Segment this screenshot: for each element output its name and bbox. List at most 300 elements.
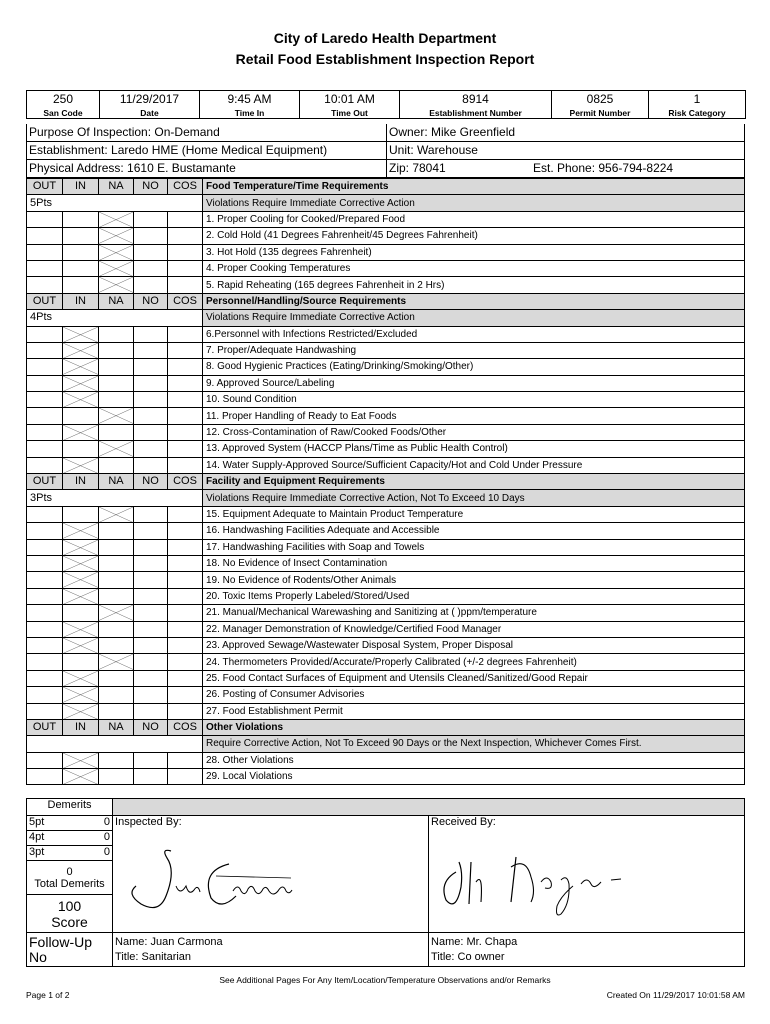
checkbox-na[interactable]	[99, 572, 134, 588]
checkbox-na[interactable]	[99, 457, 134, 473]
section-points: 4Pts	[27, 310, 63, 326]
owner: Owner: Mike Greenfield	[389, 125, 516, 139]
checkbox-no[interactable]	[134, 506, 168, 522]
checkbox-cos[interactable]	[168, 605, 203, 621]
checkbox-na[interactable]	[99, 211, 134, 227]
checkbox-cos[interactable]	[168, 670, 203, 686]
score-label: Score	[51, 913, 88, 930]
violation-item-text: 4. Proper Cooking Temperatures	[203, 260, 745, 276]
follow-up-cell	[27, 933, 113, 967]
created-timestamp: Created On 11/29/2017 10:01:58 AM	[606, 990, 745, 1000]
checkbox-in[interactable]	[63, 752, 99, 768]
column-header-na: NA	[99, 719, 134, 735]
x-mark-icon	[99, 245, 133, 260]
violation-item-text: 18. No Evidence of Insect Contamination	[203, 555, 745, 571]
checkbox-in[interactable]	[63, 539, 99, 555]
checkbox-cos[interactable]	[168, 392, 203, 408]
checkbox-out[interactable]	[27, 637, 63, 653]
checkbox-cos[interactable]	[168, 539, 203, 555]
checkbox-na[interactable]	[99, 506, 134, 522]
violation-item-text: 10. Sound Condition	[203, 392, 745, 408]
checkbox-na[interactable]	[99, 441, 134, 457]
x-mark-icon	[99, 605, 133, 620]
checkbox-no[interactable]	[134, 211, 168, 227]
section-subtitle-row	[27, 195, 745, 211]
inspector-signature	[121, 836, 311, 926]
info-row-purpose	[26, 124, 745, 142]
header-value-5: 0825	[552, 91, 649, 108]
checkbox-cos[interactable]	[168, 260, 203, 276]
inspector-name: Name: Juan Carmona	[115, 935, 223, 948]
checkbox-cos[interactable]	[168, 621, 203, 637]
signature-table	[26, 798, 745, 967]
inspected-by-label: Inspected By:	[115, 816, 182, 828]
checkbox-no[interactable]	[134, 687, 168, 703]
checkbox-cos[interactable]	[168, 654, 203, 670]
checkbox-cos[interactable]	[168, 457, 203, 473]
violation-item-row	[27, 703, 745, 719]
checkbox-na[interactable]	[99, 752, 134, 768]
violation-item-row	[27, 539, 745, 555]
checkbox-na[interactable]	[99, 244, 134, 260]
checkbox-no[interactable]	[134, 752, 168, 768]
header-label-4: Establishment Number	[400, 107, 552, 119]
checkbox-na[interactable]	[99, 424, 134, 440]
checkbox-na[interactable]	[99, 539, 134, 555]
checkbox-cos[interactable]	[168, 342, 203, 358]
checkbox-cos[interactable]	[168, 637, 203, 653]
checkbox-in[interactable]	[63, 424, 99, 440]
checkbox-in[interactable]	[63, 523, 99, 539]
x-mark-icon	[99, 277, 133, 292]
checkbox-cos[interactable]	[168, 408, 203, 424]
checkbox-no[interactable]	[134, 457, 168, 473]
column-header-in: IN	[63, 293, 99, 309]
violation-item-row	[27, 670, 745, 686]
x-mark-icon	[63, 376, 98, 391]
checkbox-in[interactable]	[63, 555, 99, 571]
demerit-4pt-label: 4pt	[27, 831, 87, 846]
checkbox-in[interactable]	[63, 228, 99, 244]
column-header-no: NO	[134, 719, 168, 735]
checkbox-in[interactable]	[63, 260, 99, 276]
checkbox-na[interactable]	[99, 687, 134, 703]
section-subtitle: Require Corrective Action, Not To Exceed 90 Days or the Next Inspection, Whichever Comes First.	[203, 736, 745, 752]
checkbox-out[interactable]	[27, 572, 63, 588]
violation-item-row	[27, 637, 745, 653]
checkbox-out[interactable]	[27, 539, 63, 555]
violation-item-text: 3. Hot Hold (135 degrees Fahrenheit)	[203, 244, 745, 260]
checkbox-na[interactable]	[99, 637, 134, 653]
violation-item-text: 13. Approved System (HACCP Plans/Time as Public Health Control)	[203, 441, 745, 457]
checkbox-cos[interactable]	[168, 687, 203, 703]
checkbox-in[interactable]	[63, 687, 99, 703]
violation-item-row	[27, 752, 745, 768]
checkbox-out[interactable]	[27, 244, 63, 260]
x-mark-icon	[63, 622, 98, 637]
checkbox-na[interactable]	[99, 769, 134, 785]
checkbox-out[interactable]	[27, 769, 63, 785]
section-subtitle: Violations Require Immediate Corrective Action	[203, 195, 745, 211]
checkbox-no[interactable]	[134, 523, 168, 539]
checkbox-in[interactable]	[63, 457, 99, 473]
header-label-5: Permit Number	[552, 107, 649, 119]
header-label-3: Time Out	[300, 107, 400, 119]
checkbox-out[interactable]	[27, 457, 63, 473]
receiver-info	[429, 933, 745, 967]
checkbox-no[interactable]	[134, 605, 168, 621]
section-points: 3Pts	[27, 490, 63, 506]
inspector-title: Title: Sanitarian	[115, 950, 192, 963]
checkbox-cos[interactable]	[168, 359, 203, 375]
checkbox-no[interactable]	[134, 228, 168, 244]
violation-item-row	[27, 654, 745, 670]
violations-table	[26, 178, 745, 785]
demerit-5pt-label: 5pt	[27, 816, 87, 831]
x-mark-icon	[99, 507, 133, 522]
checkbox-no[interactable]	[134, 670, 168, 686]
checkbox-no[interactable]	[134, 555, 168, 571]
x-mark-icon	[63, 687, 98, 702]
checkbox-na[interactable]	[99, 670, 134, 686]
inspector-info	[113, 933, 429, 967]
checkbox-na[interactable]	[99, 359, 134, 375]
checkbox-in[interactable]	[63, 670, 99, 686]
checkbox-cos[interactable]	[168, 703, 203, 719]
checkbox-na[interactable]	[99, 375, 134, 391]
zip: Zip: 78041	[389, 161, 446, 175]
violation-item-row	[27, 326, 745, 342]
checkbox-no[interactable]	[134, 654, 168, 670]
violation-item-text: 29. Local Violations	[203, 769, 745, 785]
checkbox-no[interactable]	[134, 408, 168, 424]
checkbox-cos[interactable]	[168, 424, 203, 440]
checkbox-in[interactable]	[63, 506, 99, 522]
violation-item-row	[27, 359, 745, 375]
checkbox-out[interactable]	[27, 752, 63, 768]
checkbox-in[interactable]	[63, 637, 99, 653]
violation-item-row	[27, 769, 745, 785]
info-row-address	[26, 160, 745, 178]
x-mark-icon	[63, 359, 98, 374]
inspected-by-cell	[113, 816, 429, 933]
checkbox-na[interactable]	[99, 408, 134, 424]
checkbox-no[interactable]	[134, 588, 168, 604]
checkbox-na[interactable]	[99, 523, 134, 539]
section-subtitle-row	[27, 736, 745, 752]
checkbox-no[interactable]	[134, 769, 168, 785]
checkbox-in[interactable]	[63, 375, 99, 391]
score-cell	[27, 895, 113, 933]
checkbox-out[interactable]	[27, 408, 63, 424]
header-value-2: 9:45 AM	[200, 91, 300, 108]
x-mark-icon	[99, 654, 133, 669]
header-table	[26, 90, 746, 119]
checkbox-no[interactable]	[134, 392, 168, 408]
header-value-6: 1	[649, 91, 746, 108]
checkbox-in[interactable]	[63, 211, 99, 227]
section-points: 5Pts	[27, 195, 63, 211]
violation-item-text: 27. Food Establishment Permit	[203, 703, 745, 719]
section-subtitle-row	[27, 490, 745, 506]
header-value-1: 11/29/2017	[100, 91, 200, 108]
violation-item-row	[27, 211, 745, 227]
checkbox-cos[interactable]	[168, 523, 203, 539]
physical-address: Physical Address: 1610 E. Bustamante	[29, 161, 236, 175]
x-mark-icon	[99, 261, 133, 276]
violation-item-text: 26. Posting of Consumer Advisories	[203, 687, 745, 703]
checkbox-cos[interactable]	[168, 572, 203, 588]
column-header-cos: COS	[168, 719, 203, 735]
checkbox-cos[interactable]	[168, 769, 203, 785]
checkbox-out[interactable]	[27, 392, 63, 408]
violation-item-row	[27, 621, 745, 637]
violation-item-text: 8. Good Hygienic Practices (Eating/Drinking/Smoking/Other)	[203, 359, 745, 375]
violation-item-text: 17. Handwashing Facilities with Soap and Towels	[203, 539, 745, 555]
checkbox-na[interactable]	[99, 277, 134, 293]
page-number: Page 1 of 2	[26, 990, 70, 1000]
x-mark-icon	[63, 704, 98, 719]
follow-up-label: Follow-Up	[29, 933, 93, 950]
column-header-out: OUT	[27, 719, 63, 735]
violation-item-text: 15. Equipment Adequate to Maintain Product Temperature	[203, 506, 745, 522]
column-header-na: NA	[99, 293, 134, 309]
checkbox-out[interactable]	[27, 228, 63, 244]
receiver-title: Title: Co owner	[431, 950, 505, 963]
violation-item-text: 2. Cold Hold (41 Degrees Fahrenheit/45 Degrees Fahrenheit)	[203, 228, 745, 244]
checkbox-out[interactable]	[27, 605, 63, 621]
checkbox-cos[interactable]	[168, 441, 203, 457]
checkbox-cos[interactable]	[168, 326, 203, 342]
violation-item-text: 28. Other Violations	[203, 752, 745, 768]
checkbox-no[interactable]	[134, 326, 168, 342]
checkbox-out[interactable]	[27, 277, 63, 293]
checkbox-na[interactable]	[99, 326, 134, 342]
x-mark-icon	[63, 769, 98, 784]
column-header-no: NO	[134, 179, 168, 195]
report-org-title: City of Laredo Health Department	[273, 30, 497, 46]
violation-item-row	[27, 228, 745, 244]
violation-item-row	[27, 408, 745, 424]
total-demerits-cell	[27, 861, 113, 895]
checkbox-out[interactable]	[27, 621, 63, 637]
demerits-label: Demerits	[27, 799, 113, 816]
checkbox-out[interactable]	[27, 670, 63, 686]
establishment-phone: Est. Phone: 956-794-8224	[533, 161, 674, 175]
checkbox-in[interactable]	[63, 572, 99, 588]
checkbox-na[interactable]	[99, 342, 134, 358]
checkbox-out[interactable]	[27, 588, 63, 604]
column-header-out: OUT	[27, 293, 63, 309]
column-header-in: IN	[63, 474, 99, 490]
header-label-1: Date	[100, 107, 200, 119]
checkbox-no[interactable]	[134, 342, 168, 358]
checkbox-na[interactable]	[99, 228, 134, 244]
checkbox-cos[interactable]	[168, 555, 203, 571]
demerit-4pt-value: 0	[87, 831, 113, 846]
checkbox-na[interactable]	[99, 588, 134, 604]
checkbox-na[interactable]	[99, 654, 134, 670]
checkbox-no[interactable]	[134, 260, 168, 276]
section-header-row	[27, 179, 745, 195]
checkbox-in[interactable]	[63, 441, 99, 457]
x-mark-icon	[63, 589, 98, 604]
checkbox-no[interactable]	[134, 621, 168, 637]
checkbox-out[interactable]	[27, 523, 63, 539]
checkbox-in[interactable]	[63, 392, 99, 408]
checkbox-cos[interactable]	[168, 506, 203, 522]
header-label-2: Time In	[200, 107, 300, 119]
x-mark-icon	[63, 425, 98, 440]
section-title: Food Temperature/Time Requirements	[203, 179, 745, 195]
checkbox-cos[interactable]	[168, 244, 203, 260]
checkbox-in[interactable]	[63, 588, 99, 604]
x-mark-icon	[63, 540, 98, 555]
violation-item-row	[27, 424, 745, 440]
receiver-signature	[431, 832, 661, 932]
checkbox-in[interactable]	[63, 408, 99, 424]
checkbox-no[interactable]	[134, 703, 168, 719]
section-subtitle: Violations Require Immediate Corrective Action, Not To Exceed 10 Days	[203, 490, 745, 506]
header-value-4: 8914	[400, 91, 552, 108]
x-mark-icon	[99, 441, 133, 456]
x-mark-icon	[63, 523, 98, 538]
checkbox-out[interactable]	[27, 260, 63, 276]
checkbox-in[interactable]	[63, 605, 99, 621]
checkbox-cos[interactable]	[168, 375, 203, 391]
purpose-of-inspection: Purpose Of Inspection: On-Demand	[29, 125, 220, 139]
x-mark-icon	[63, 343, 98, 358]
column-header-cos: COS	[168, 293, 203, 309]
column-header-na: NA	[99, 179, 134, 195]
checkbox-in[interactable]	[63, 359, 99, 375]
checkbox-no[interactable]	[134, 637, 168, 653]
checkbox-no[interactable]	[134, 441, 168, 457]
violation-item-row	[27, 572, 745, 588]
checkbox-na[interactable]	[99, 392, 134, 408]
checkbox-in[interactable]	[63, 621, 99, 637]
violation-item-text: 9. Approved Source/Labeling	[203, 375, 745, 391]
demerit-3pt-value: 0	[87, 846, 113, 861]
x-mark-icon	[63, 572, 98, 587]
checkbox-no[interactable]	[134, 539, 168, 555]
header-label-0: San Code	[27, 107, 100, 119]
header-label-6: Risk Category	[649, 107, 746, 119]
checkbox-no[interactable]	[134, 572, 168, 588]
checkbox-out[interactable]	[27, 359, 63, 375]
column-header-out: OUT	[27, 179, 63, 195]
x-mark-icon	[63, 556, 98, 571]
x-mark-icon	[63, 458, 98, 473]
column-header-no: NO	[134, 474, 168, 490]
checkbox-in[interactable]	[63, 703, 99, 719]
checkbox-na[interactable]	[99, 260, 134, 276]
checkbox-out[interactable]	[27, 555, 63, 571]
violation-item-row	[27, 605, 745, 621]
violation-item-row	[27, 342, 745, 358]
checkbox-na[interactable]	[99, 621, 134, 637]
violation-item-row	[27, 523, 745, 539]
checkbox-no[interactable]	[134, 277, 168, 293]
x-mark-icon	[63, 753, 98, 768]
footer-note: See Additional Pages For Any Item/Location/Temperature Observations and/or Remarks	[219, 975, 551, 985]
violation-item-text: 20. Toxic Items Properly Labeled/Stored/Used	[203, 588, 745, 604]
checkbox-in[interactable]	[63, 326, 99, 342]
checkbox-out[interactable]	[27, 703, 63, 719]
checkbox-out[interactable]	[27, 211, 63, 227]
info-row-establishment	[26, 142, 745, 160]
column-header-out: OUT	[27, 474, 63, 490]
checkbox-no[interactable]	[134, 244, 168, 260]
violation-item-row	[27, 457, 745, 473]
checkbox-out[interactable]	[27, 654, 63, 670]
checkbox-in[interactable]	[63, 654, 99, 670]
x-mark-icon	[63, 392, 98, 407]
header-value-0: 250	[27, 91, 100, 108]
checkbox-cos[interactable]	[168, 588, 203, 604]
total-demerits-value: 0	[66, 865, 73, 878]
checkbox-in[interactable]	[63, 277, 99, 293]
checkbox-cos[interactable]	[168, 211, 203, 227]
checkbox-out[interactable]	[27, 342, 63, 358]
checkbox-out[interactable]	[27, 424, 63, 440]
checkbox-in[interactable]	[63, 769, 99, 785]
violation-item-text: 5. Rapid Reheating (165 degrees Fahrenheit in 2 Hrs)	[203, 277, 745, 293]
checkbox-out[interactable]	[27, 687, 63, 703]
column-header-in: IN	[63, 179, 99, 195]
violation-item-text: 25. Food Contact Surfaces of Equipment and Utensils Cleaned/Sanitized/Good Repair	[203, 670, 745, 686]
receiver-name: Name: Mr. Chapa	[431, 935, 518, 948]
checkbox-na[interactable]	[99, 703, 134, 719]
violation-item-row	[27, 260, 745, 276]
violation-item-text: 21. Manual/Mechanical Warewashing and Sanitizing at ( )ppm/temperature	[203, 605, 745, 621]
checkbox-na[interactable]	[99, 605, 134, 621]
violation-item-row	[27, 555, 745, 571]
checkbox-cos[interactable]	[168, 277, 203, 293]
violation-item-text: 12. Cross-Contamination of Raw/Cooked Foods/Other	[203, 424, 745, 440]
x-mark-icon	[99, 212, 133, 227]
checkbox-na[interactable]	[99, 555, 134, 571]
score-value: 100	[57, 897, 82, 914]
section-header-row	[27, 474, 745, 490]
violation-item-text: 16. Handwashing Facilities Adequate and Accessible	[203, 523, 745, 539]
checkbox-out[interactable]	[27, 326, 63, 342]
demerit-3pt-label: 3pt	[27, 846, 87, 861]
checkbox-out[interactable]	[27, 441, 63, 457]
checkbox-in[interactable]	[63, 342, 99, 358]
checkbox-out[interactable]	[27, 506, 63, 522]
section-header-row	[27, 719, 745, 735]
checkbox-cos[interactable]	[168, 228, 203, 244]
checkbox-no[interactable]	[134, 359, 168, 375]
section-title: Personnel/Handling/Source Requirements	[203, 293, 745, 309]
section-subtitle: Violations Require Immediate Corrective Action	[203, 310, 745, 326]
report-title: Retail Food Establishment Inspection Report	[235, 51, 535, 67]
unit: Unit: Warehouse	[389, 143, 478, 157]
checkbox-in[interactable]	[63, 244, 99, 260]
checkbox-no[interactable]	[134, 375, 168, 391]
demerit-5pt-value: 0	[87, 816, 113, 831]
checkbox-out[interactable]	[27, 375, 63, 391]
violation-item-row	[27, 588, 745, 604]
violation-item-row	[27, 687, 745, 703]
x-mark-icon	[99, 408, 133, 423]
checkbox-no[interactable]	[134, 424, 168, 440]
section-title: Other Violations	[203, 719, 745, 735]
follow-up-value: No	[29, 948, 47, 965]
checkbox-cos[interactable]	[168, 752, 203, 768]
x-mark-icon	[63, 671, 98, 686]
